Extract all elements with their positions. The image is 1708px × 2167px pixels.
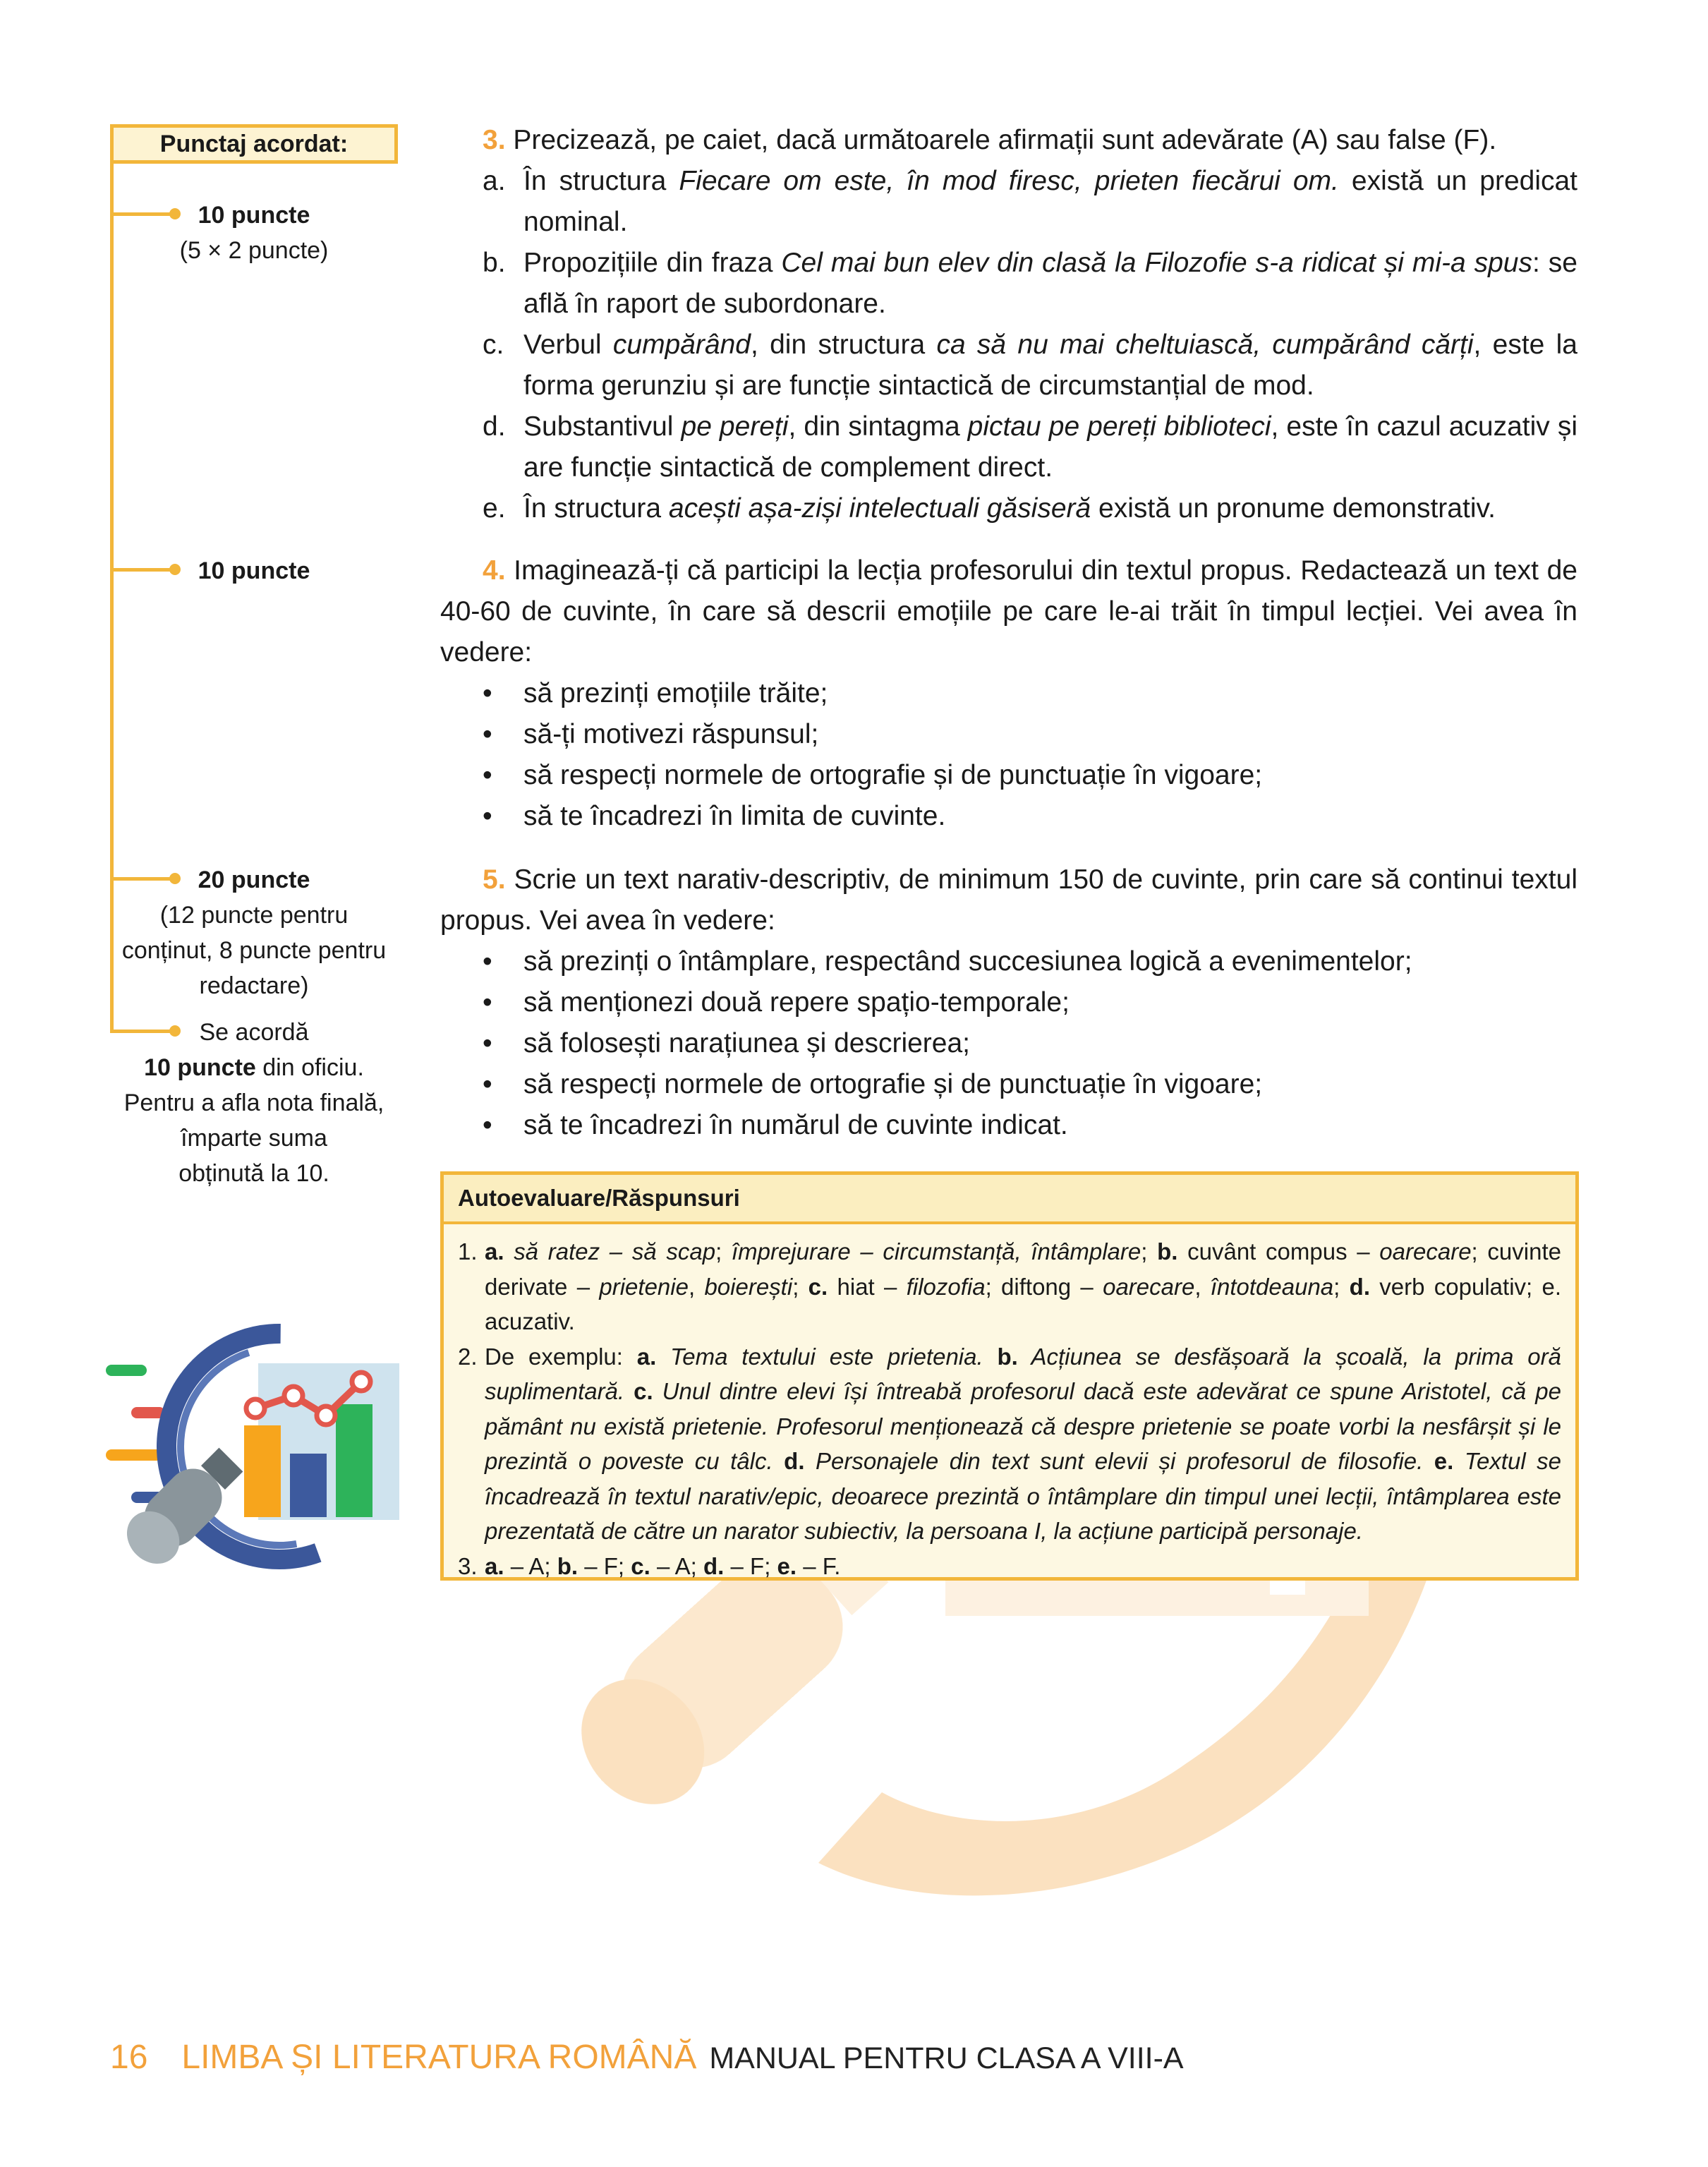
text: ; bbox=[1333, 1273, 1350, 1300]
requirement-item bbox=[440, 714, 1577, 755]
answers-title: Autoevaluare/Răspunsuri bbox=[444, 1175, 1575, 1224]
bullet-icon: • bbox=[483, 1069, 492, 1099]
quote: oarecare bbox=[1379, 1238, 1472, 1264]
requirement-item bbox=[440, 982, 1577, 1023]
exercise-intro: Imaginează-ți că participi la lecția profesorului din textul propus. Redactează un text de 40-60 de cuvinte, în care să descrii emoțiile pe care le-ai trăit în timpul lecției. Vei avea în vedere: bbox=[440, 555, 1577, 668]
answer-number: 1. bbox=[458, 1238, 478, 1264]
answer-number: 2. bbox=[458, 1343, 478, 1370]
quote: Cel mai bun elev din clasă la Filozofie s-a ridicat și mi-a spus bbox=[781, 248, 1533, 278]
text: În structura bbox=[523, 493, 669, 524]
score-item-ex5 bbox=[106, 862, 402, 1003]
text: De exemplu: bbox=[485, 1343, 637, 1370]
page-footer bbox=[110, 2038, 1184, 2077]
text: să te încadrezi în numărul de cuvinte indicat. bbox=[523, 1110, 1068, 1140]
score-item-ex3 bbox=[106, 198, 402, 268]
quote: Unul dintre elevi își întreabă profesorul dacă este adevărat ce spune Aristotel, că pe pământ nu există prietenie. Profesorul menționează că despre prietenie se poate vorbi la nesfârșit și le prezintă o poveste cu tâlc. bbox=[485, 1378, 1561, 1474]
text: – F; bbox=[724, 1552, 777, 1579]
text: , este în cazul acuzativ și are funcție sintactică de complement direct. bbox=[523, 411, 1577, 483]
text: ; cuvinte derivate – bbox=[485, 1238, 1561, 1300]
text: să respecți normele de ortografie și de punctuație în vigoare; bbox=[523, 760, 1263, 790]
score-detail: Pentru a afla nota finală, bbox=[123, 1089, 384, 1116]
quote: oarecare bbox=[1103, 1273, 1195, 1300]
text: , bbox=[688, 1273, 705, 1300]
text: ; bbox=[792, 1273, 808, 1300]
exercise-number: 4. bbox=[483, 555, 506, 586]
bullet-icon: • bbox=[483, 1110, 492, 1140]
score-item-oficiu bbox=[106, 1015, 402, 1191]
text: : se află în raport de subordonare. bbox=[523, 248, 1577, 319]
quote: acești așa-ziși intelectuali găsiseră bbox=[668, 493, 1091, 524]
text: , din sintagma bbox=[788, 411, 968, 442]
statement-label: b. bbox=[483, 248, 506, 278]
requirement-item bbox=[440, 1105, 1577, 1146]
exercise-4 bbox=[440, 550, 1577, 837]
answer-part-label: c. bbox=[808, 1273, 828, 1300]
answer-part-label: a. bbox=[485, 1238, 504, 1264]
text: să respecți normele de ortografie și de punctuație în vigoare; bbox=[523, 1069, 1263, 1099]
answer-3 bbox=[458, 1549, 1561, 1584]
exercise-number: 5. bbox=[483, 864, 506, 895]
grade-title: MANUAL PENTRU CLASA A VIII-A bbox=[709, 2041, 1184, 2075]
exercise-number: 3. bbox=[483, 125, 506, 155]
text: Propozițiile din fraza bbox=[523, 248, 782, 278]
score-detail: Se acordă bbox=[199, 1019, 309, 1046]
statement-label: c. bbox=[483, 330, 504, 360]
text: Substantivul bbox=[523, 411, 682, 442]
answer-part-label: c. bbox=[631, 1552, 650, 1579]
answer-part-label: b. bbox=[997, 1343, 1018, 1370]
score-points: 10 puncte bbox=[198, 202, 310, 229]
score-points: 10 puncte bbox=[144, 1054, 256, 1081]
quote: boierești bbox=[704, 1273, 793, 1300]
text: – F; bbox=[578, 1552, 631, 1579]
score-points: 10 puncte bbox=[198, 557, 310, 584]
quote: ca să nu mai cheltuiască, cumpărând cărți bbox=[936, 330, 1474, 360]
statement-e bbox=[440, 488, 1577, 529]
answer-part-label: d. bbox=[784, 1448, 805, 1474]
text: – A; bbox=[650, 1552, 704, 1579]
text: să menționezi două repere spațio-temporale; bbox=[523, 987, 1070, 1018]
score-detail: conținut, 8 puncte pentru bbox=[121, 937, 387, 964]
text: Verbul bbox=[523, 330, 613, 360]
quote: Fiecare om este, în mod firesc, prieten fiecărui om. bbox=[679, 166, 1339, 196]
score-header: Punctaj acordat: bbox=[110, 124, 398, 164]
bullet-icon: • bbox=[483, 946, 492, 977]
requirement-item bbox=[440, 755, 1577, 796]
answers-box bbox=[440, 1171, 1579, 1581]
text: să-ți motivezi răspunsul; bbox=[523, 719, 819, 749]
quote: Textul se încadrează în textul narativ/epic, deoarece prezintă o întâmplare din timpul unei lecții, întâmplarea este prezentată de către un narator subiectiv, la persoana I, la acțiune participă personaje. bbox=[485, 1448, 1561, 1544]
text: să te încadrezi în limita de cuvinte. bbox=[523, 801, 946, 831]
answer-part-label: d. bbox=[703, 1552, 725, 1579]
statement-a bbox=[440, 161, 1577, 243]
text: există un predicat nominal. bbox=[523, 166, 1578, 237]
text: , din structura bbox=[751, 330, 937, 360]
text: – A; bbox=[504, 1552, 557, 1579]
answer-part-label: a. bbox=[485, 1552, 504, 1579]
text: să prezinți o întâmplare, respectând succesiunea logică a evenimentelor; bbox=[523, 946, 1412, 977]
requirement-item bbox=[440, 796, 1577, 837]
text: În structura bbox=[523, 166, 679, 196]
exercise-intro: Scrie un text narativ-descriptiv, de minimum 150 de cuvinte, prin care să continui textul propus. Vei avea în vedere: bbox=[440, 864, 1577, 936]
statement-b bbox=[440, 243, 1577, 325]
score-detail: (5 × 2 puncte) bbox=[179, 237, 329, 264]
quote: filozofia bbox=[906, 1273, 986, 1300]
magnifier-bar-chart-icon bbox=[103, 1320, 406, 1588]
answer-2 bbox=[458, 1339, 1561, 1549]
exercise-3 bbox=[440, 120, 1577, 529]
answer-part-label: d. bbox=[1349, 1273, 1370, 1300]
subject-title: LIMBA ȘI LITERATURA ROMÂNĂ bbox=[181, 2039, 697, 2076]
answer-part-label: b. bbox=[557, 1552, 579, 1579]
quote: Personajele din text sunt elevii și profesorul de filosofie. bbox=[804, 1448, 1434, 1474]
quote: prietenie bbox=[599, 1273, 689, 1300]
answer-part-label: b. bbox=[1157, 1238, 1178, 1264]
text: , este la forma gerunziu și are funcție sintactică de circumstanțial de mod. bbox=[523, 330, 1577, 401]
text: ; bbox=[1141, 1238, 1158, 1264]
score-item-ex4 bbox=[106, 553, 402, 588]
exercise-5 bbox=[440, 859, 1577, 1146]
text: ; bbox=[715, 1238, 732, 1264]
requirement-item bbox=[440, 1023, 1577, 1064]
statement-label: e. bbox=[483, 493, 506, 524]
answer-number: 3. bbox=[458, 1552, 478, 1579]
quote: împrejurare – circumstanță, întâmplare bbox=[731, 1238, 1141, 1264]
bullet-icon: • bbox=[483, 760, 492, 790]
score-detail: din oficiu. bbox=[255, 1054, 364, 1081]
text: să folosești narațiunea și descrierea; bbox=[523, 1028, 971, 1058]
text: cuvânt compus – bbox=[1177, 1238, 1380, 1264]
answer-part-label: e. bbox=[1434, 1448, 1454, 1474]
answer-part-label: c. bbox=[634, 1378, 653, 1404]
exercise-intro: Precizează, pe caiet, dacă următoarele afirmații sunt adevărate (A) sau false (F). bbox=[505, 125, 1497, 155]
quote: Acțiunea se desfășoară la școală, la prima oră suplimentară. bbox=[485, 1343, 1561, 1404]
bullet-icon: • bbox=[483, 801, 492, 831]
answer-part-label: e. bbox=[777, 1552, 797, 1579]
statement-label: a. bbox=[483, 166, 506, 196]
statement-c bbox=[440, 325, 1577, 406]
answer-part-label: a. bbox=[636, 1343, 657, 1370]
text: hiat – bbox=[828, 1273, 907, 1300]
quote: pictau pe pereți biblioteci bbox=[967, 411, 1271, 442]
text: verb copulativ; e. acuzativ. bbox=[485, 1273, 1562, 1334]
quote: să ratez – să scap bbox=[514, 1238, 716, 1264]
page-number: 16 bbox=[110, 2039, 148, 2076]
requirement-item bbox=[440, 941, 1577, 982]
score-detail: împarte suma bbox=[181, 1125, 327, 1152]
bullet-icon: • bbox=[483, 987, 492, 1018]
requirement-item bbox=[440, 673, 1577, 714]
text: să prezinți emoțiile trăite; bbox=[523, 678, 828, 708]
score-detail: obținută la 10. bbox=[178, 1160, 329, 1187]
bullet-icon: • bbox=[483, 719, 492, 749]
quote: cumpărând bbox=[612, 330, 751, 360]
bullet-icon: • bbox=[483, 678, 492, 708]
quote: pe pereți bbox=[681, 411, 789, 442]
text: , bbox=[1194, 1273, 1211, 1300]
quote: întotdeauna bbox=[1210, 1273, 1334, 1300]
statement-d bbox=[440, 406, 1577, 488]
text: – F. bbox=[797, 1552, 841, 1579]
statement-label: d. bbox=[483, 411, 506, 442]
quote: Tema textului este prietenia. bbox=[656, 1343, 998, 1370]
score-detail: (12 puncte pentru bbox=[159, 902, 349, 929]
bullet-icon: • bbox=[483, 1028, 492, 1058]
requirement-item bbox=[440, 1064, 1577, 1105]
score-detail: redactare) bbox=[199, 972, 309, 999]
answer-1 bbox=[458, 1234, 1561, 1339]
score-points: 20 puncte bbox=[198, 867, 310, 893]
text: ; diftong – bbox=[985, 1273, 1103, 1300]
text: există un pronume demonstrativ. bbox=[1091, 493, 1496, 524]
